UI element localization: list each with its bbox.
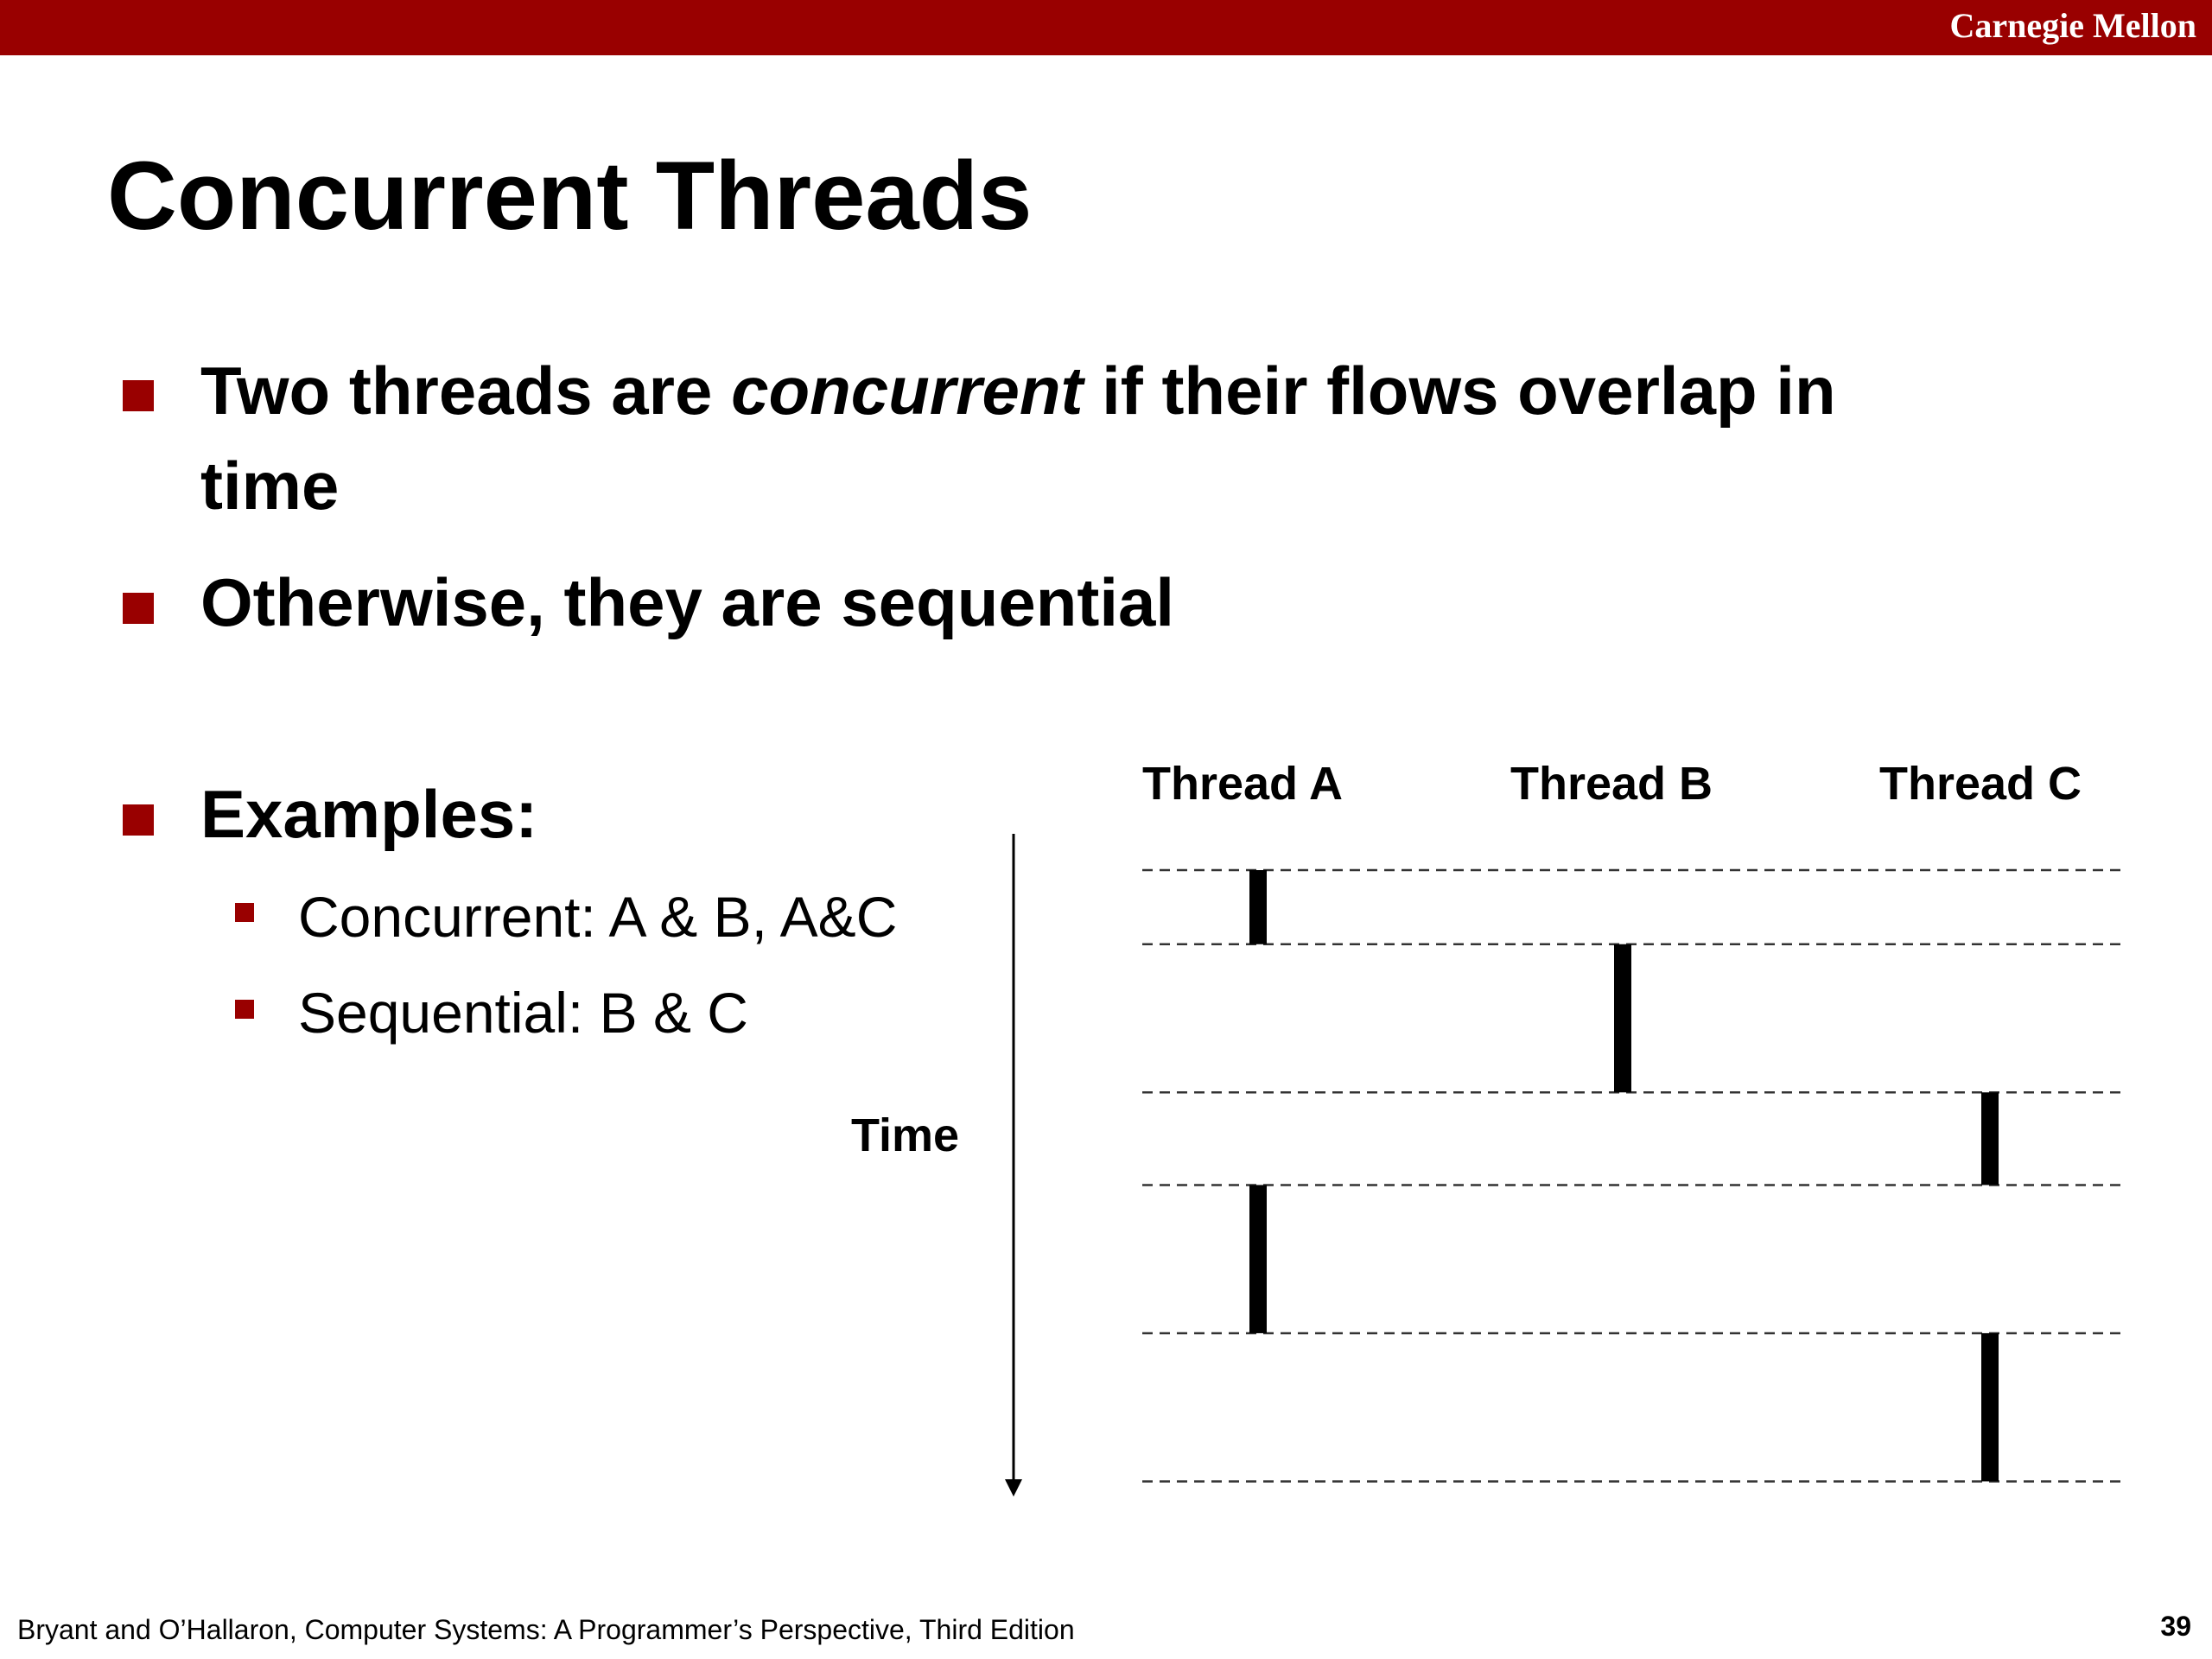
- bullet-sequential-definition: Otherwise, they are sequential: [200, 564, 1175, 640]
- footer-citation: Bryant and O’Hallaron, Computer Systems: A Programmer’s Perspective, Third Edition: [17, 1614, 1075, 1645]
- thread-a-label: Thread A: [1142, 758, 1344, 810]
- bullet-text-after: if their flows overlap in: [1083, 353, 1836, 429]
- concurrent-term: concurrent: [731, 353, 1084, 429]
- thread-segments: [1249, 870, 1999, 1481]
- time-axis-arrowhead: [1005, 1479, 1022, 1497]
- time-axis-label: Time: [851, 1109, 960, 1161]
- bullet-text-before: Two threads are: [200, 353, 732, 429]
- thread-execution-segment: [1249, 1185, 1267, 1333]
- guide-lines: [1142, 870, 2121, 1481]
- thread-execution-segment: [1249, 870, 1267, 944]
- bullet-examples: Examples:: [200, 776, 538, 852]
- thread-c-label: Thread C: [1879, 758, 2082, 810]
- thread-execution-segment: [1981, 1333, 1999, 1482]
- brand-name: Carnegie Mellon: [1949, 6, 2196, 45]
- sub-bullet-concurrent-example: Concurrent: A & B, A&C: [298, 885, 898, 949]
- thread-execution-segment: [1981, 1092, 1999, 1185]
- bullet-continuation: time: [200, 448, 340, 524]
- thread-b-label: Thread B: [1510, 758, 1713, 810]
- page-number: 39: [2160, 1611, 2191, 1642]
- sub-bullet-sequential-example: Sequential: B & C: [298, 981, 748, 1045]
- thread-execution-segment: [1614, 944, 1631, 1093]
- slide-title: Concurrent Threads: [107, 142, 1033, 250]
